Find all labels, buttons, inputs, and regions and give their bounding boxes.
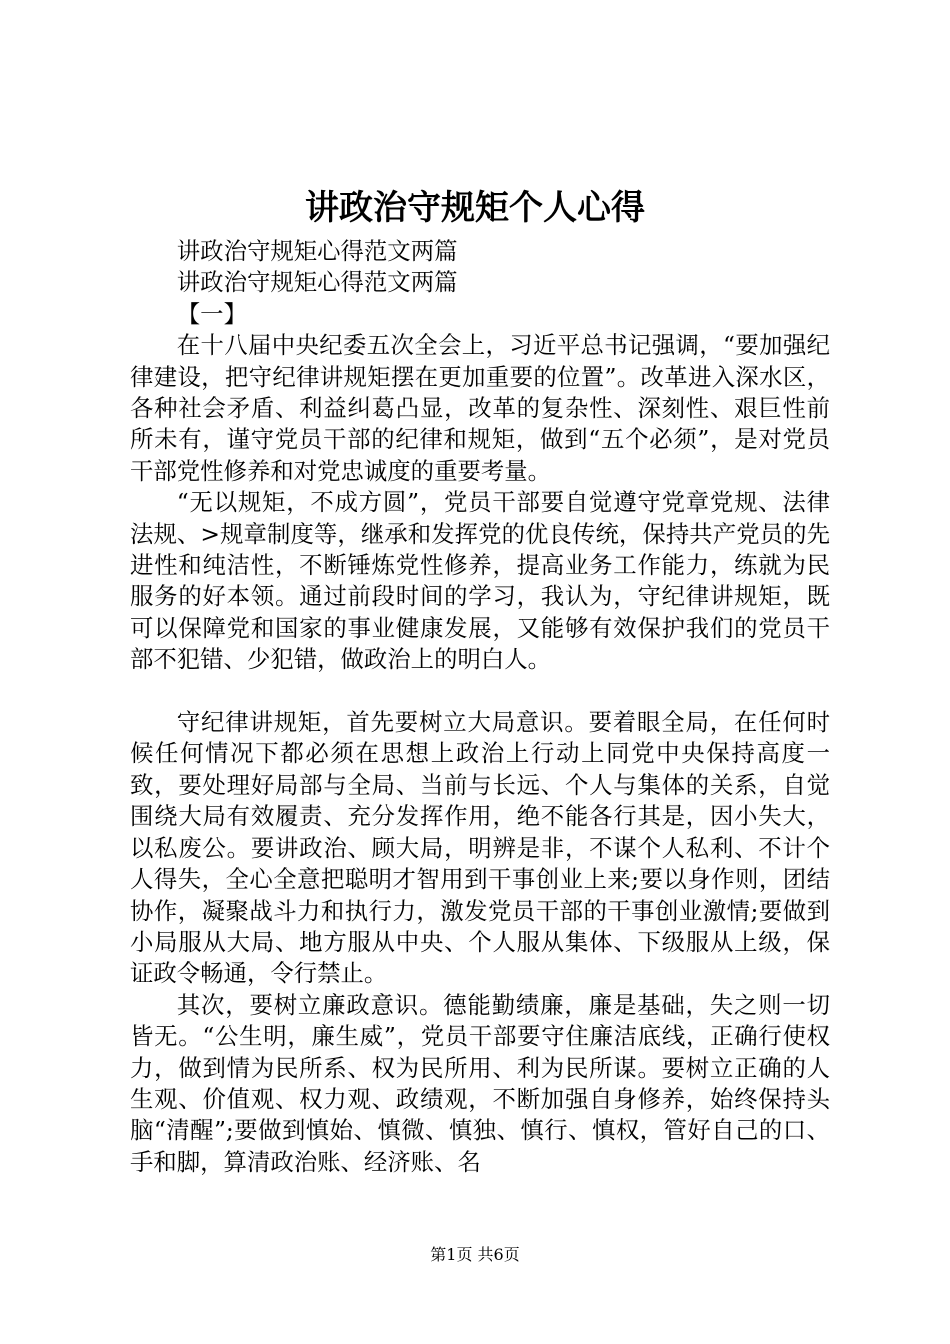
- paragraph-4: 其次，要树立廉政意识。德能勤绩廉，廉是基础，失之则一切皆无。“公生明，廉生威”，党员干部要守住廉洁底线，正确行使权力，做到情为民所系、权为民所用、利为民所谋。要树立正确的人生观、价值观、权力观、政绩观，不断加强自身修养，始终保持头脑“清醒”;要做到慎始、慎微、慎独、慎行、慎权，管好自己的口、手和脚，算清政治账、经济账、名: [130, 990, 830, 1176]
- page-footer: 第1页 共6页: [430, 1245, 520, 1264]
- document-title: 讲政治守规矩个人心得: [305, 188, 645, 228]
- document-body: [130, 236, 830, 1178]
- section-marker: 【一】: [176, 299, 247, 328]
- blank-line: [130, 676, 830, 707]
- subtitle-line-2: 讲政治守规矩心得范文两篇: [176, 268, 458, 297]
- paragraph-3: 守纪律讲规矩，首先要树立大局意识。要着眼全局，在任何时候任何情况下都必须在思想上政治上行动上同党中央保持高度一致，要处理好局部与全局、当前与长远、个人与集体的关系，自觉围绕大局有效履责、充分发挥作用，绝不能各行其是，因小失大，以私废公。要讲政治、顾大局，明辨是非，不谋个人私利、不计个人得失，全心全意把聪明才智用到干事创业上来;要以身作则，团结协作，凝聚战斗力和执行力，激发党员干部的干事创业激情;要做到小局服从大局、地方服从中央、个人服从集体、下级服从上级，保证政令畅通，令行禁止。: [130, 708, 830, 988]
- paragraph-1: 在十八届中央纪委五次全会上，习近平总书记强调，“要加强纪律建设，把守纪律讲规矩摆在更加重要的位置”。改革进入深水区，各种社会矛盾、利益纠葛凸显，改革的复杂性、深刻性、艰巨性前所未有，谨守党员干部的纪律和规矩，做到“五个必须”，是对党员干部党性修养和对党忠诚度的重要考量。: [130, 331, 830, 485]
- subtitle-line-1: 讲政治守规矩心得范文两篇: [176, 237, 458, 265]
- paragraph-2: “无以规矩，不成方圆”，党员干部要自觉遵守党章党规、法律法规、>规章制度等，继承和发挥党的优良传统，保持共产党员的先进性和纯洁性，不断锤炼党性修养，提高业务工作能力，练就为民服务的好本领。通过前段时间的学习，我认为，守纪律讲规矩，既可以保障党和国家的事业健康发展，又能够有效保护我们的党员干部不犯错、少犯错，做政治上的明白人。: [130, 488, 830, 674]
